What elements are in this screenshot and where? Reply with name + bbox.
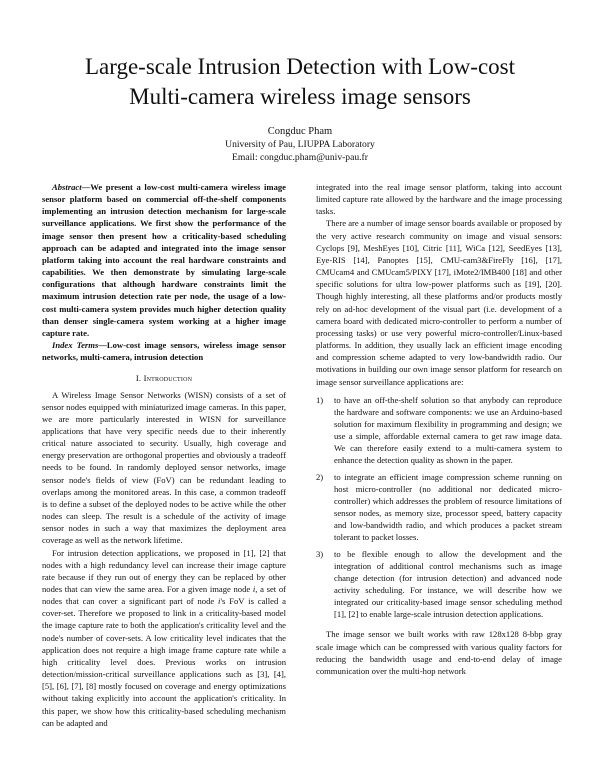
- list-item-text: to integrate an efficient image compression scheme running on host micro-controller (no additional nor dedicated micro-controller) which addresses the problem of resource limitations of sensor nodes, as memory size, processor speed, battery capacity and low-bandwidth radio, and which produces a packet stream tolerant to packet losses.: [334, 471, 562, 543]
- author-name: Congduc Pham: [267, 126, 333, 137]
- list-item-text: to have an off-the-shelf solution so that anybody can reproduce the hardware and software components: we use an Arduino-based solution for maximum flexibility in programming and design; we use a simple, affordable external camera to get raw image data. We can therefore easily extend to a multi-camera system to enhance the detection quality as shown in the paper.: [334, 394, 562, 466]
- list-item-number: 1): [316, 394, 324, 405]
- list-item-text: to be flexible enough to allow the development and the integration of additional control mechanisms such as image change detection (for intrusion detection) and advanced node activity scheduling. For instance, we will describe how we integrated our criticality-based image sensor scheduling method [1], [2] to enable large-scale intrusion detection applications.: [334, 548, 562, 620]
- abstract-label: Abstract: [52, 182, 82, 192]
- abstract-text: We present a low-cost multi-camera wireless image sensor platform based on commercial off-the-shelf components implementing an intrusion detection mechanism for large-scale surveillance applications. We first show the performance of the image sensor then present how a criticality-based scheduling approach can be adapted and integrated into the image sensor platform taking into account the real hardware constraints and capabilities. We then demonstrate by simulating large-scale configurations that although hardware constraints limit the maximum intrusion detection rate per node, the usage of a low-cost multi-camera system provides much higher detection quality than denser single-camera system working at a higher image capture rate.: [42, 182, 286, 338]
- right-column: [316, 181, 562, 677]
- list-item: [316, 394, 562, 467]
- author-block: [100, 125, 500, 164]
- intro-paragraph-1: A Wireless Image Sensor Networks (WISN) consists of a set of sensor nodes equipped with miniaturized image cameras. In this paper, we are more particularly interested in WISN for surveillance applications that have very specific needs due to their inherently critical nature associated to security. Usually, high coverage and energy preservation are orthogonal properties and obviously a tradeoff needs to be found. In randomly deployed sensor networks, image sensor node's fields of view (FoV) can be redundant leading to overlaps among the monitored areas. In this case, a common tradeoff is to define a subset of the deployed nodes to be active while the other nodes can sleep. The result is a schedule of the activity of image sensor nodes in such a way that maximizes the deployment area coverage as well as the network lifetime.: [42, 389, 286, 546]
- left-column: [42, 181, 286, 729]
- intro-paragraph-3: There are a number of image sensor boards available or proposed by the very active research community on image and visual sensors: Cyclops [9], MeshEyes [10], Citric [11], WiCa [12], SeedEyes [13], Eye-RIS [14], Panoptes [15], CMU-cam3&FireFly [16], [17], CMUcam4 and CMUcam5/PIXY [17], iMote2/IMB400 [18] and other specific solutions for ultra low-power platforms such as [19], [20]. Though highly interesting, all these platforms and/or products mostly rely on ad-hoc development of the visual part (i.e. development of a camera board with dedicated micro-controller to perform a number of processing tasks) or use very powerful micro-controller/Linux-based platforms. In addition, they usually lack an efficient image encoding and compression scheme adapted to very low-bandwidth radio. Our motivations in building our own image sensor platform for research on image sensor surveillance applications are:: [316, 218, 562, 387]
- abstract: [42, 181, 286, 339]
- title-line-2: Multi-camera wireless image sensors: [129, 84, 471, 109]
- list-item: [316, 548, 562, 621]
- title-line-1: Large-scale Intrusion Detection with Low-cost: [84, 54, 516, 79]
- author-affiliation: University of Pau, LIUPPA Laboratory: [225, 139, 375, 150]
- intro-paragraph-2: [42, 547, 286, 729]
- list-item: [316, 471, 562, 544]
- abstract-dash: —: [81, 182, 91, 192]
- intro-p2-part3: 's FoV is called a cover-set. Therefore we proposed to link in a criticality-based model the image capture rate to both the application's criticality level and the node's number of cover-sets. A low criticality level indicates that the application does not require a high image frame capture rate while a high criticality level does. Previous works on intrusion detection/mission-critical surveillance applications such as [3], [4], [5], [6], [7], [8] mostly focused on coverage and energy optimizations without taking explicitly into account the application's criticality. In this paper, we show how this criticality-based scheduling mechanism can be adapted and: [42, 596, 286, 728]
- list-item-number: 2): [316, 471, 324, 482]
- paper-title: [40, 52, 560, 112]
- list-item-number: 3): [316, 548, 324, 559]
- author-email: Email: congduc.pham@univ-pau.fr: [232, 151, 368, 163]
- section-heading-introduction: I. Introduction: [135, 373, 193, 384]
- motivation-list: [316, 394, 562, 621]
- index-terms-dash: —: [98, 340, 107, 351]
- intro-p2-part1: For intrusion detection applications, we proposed in [1], [2] that nodes with a high redundancy level can increase their image capture rate because if they run out of energy they can be replaced by other nodes that can view the same area. For a given image node: [42, 547, 286, 594]
- index-terms: [42, 339, 286, 363]
- intro-paragraph-4: The image sensor we built works with raw 128x128 8-bbp gray scale image which can be compressed with various quality factors for reducing the bandwidth usage and end-to-end delay of image communication over the multi-hop network: [316, 629, 562, 676]
- intro-paragraph-2-continued: integrated into the real image sensor platform, taking into account limited capture rate allowed by the hardware and the image processing tasks.: [316, 182, 562, 217]
- intro-p2-var2: i: [218, 596, 221, 607]
- intro-p2-part2: , a set of nodes that can cover a significant part of node: [42, 584, 286, 607]
- intro-p2-var1: i: [252, 584, 256, 594]
- index-terms-text: Low-cost image sensors, wireless image sensor networks, multi-camera, intrusion detection: [42, 340, 286, 363]
- index-terms-label: Index Terms: [52, 340, 99, 351]
